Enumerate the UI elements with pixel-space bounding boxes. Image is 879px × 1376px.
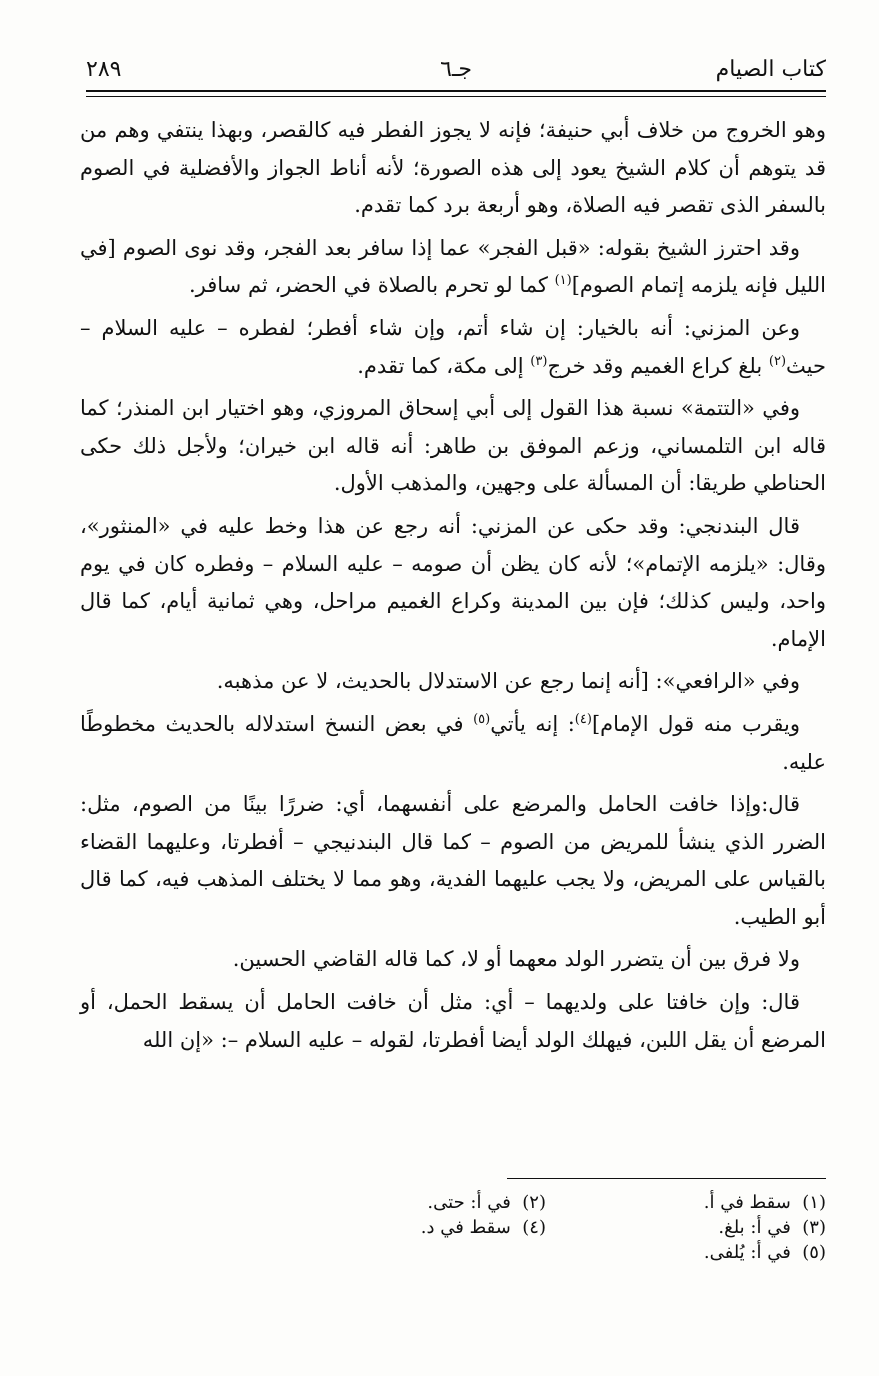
paragraph: وفي «التتمة» نسبة هذا القول إلى أبي إسحاق المروزي، وهو اختيار ابن المنذر؛ كما قاله ابن التلمساني، وزعم الموفق بن طاهر: أنه قاله ابن خيران؛ ولأجل ذلك حكى الحناطي طريقا: أن المسألة على وجهين، والمذهب الأول. — [80, 396, 826, 496]
paragraph: ولا فرق بين أن يتضرر الولد معهما أو لا، كما قاله القاضي الحسين. — [232, 947, 800, 972]
paragraph: قال: وإن خافتا على ولديهما – أي: مثل أن خافت الحامل أن يسقط الحمل، أو المرضع أن يقل اللبن، فيهلك الولد أيضا أفطرتا، لقوله – عليه السلام –: «إن الله — [80, 990, 826, 1052]
paragraph: قال البندنجي: وقد حكى عن المزني: أنه رجع عن هذا وخط عليه في «المنثور»، وقال: «يلزمه الإتمام»؛ لأنه كان يظن أن صومه – عليه السلام – وفطره كان في يوم واحد، وليس كذلك؛ فإن بين المدينة وكراع الغميم مراحل، وهي ثمانية أيام، كما قال الإمام. — [80, 513, 826, 651]
footnote-ref: (٥) — [473, 711, 491, 727]
footnote-ref: (٢) — [768, 353, 787, 369]
volume-label: جـ٦ — [440, 57, 472, 82]
footnote-5: (٥) في أ: يُلفى. — [703, 1242, 826, 1263]
page-number: ٢٨٩ — [86, 57, 122, 82]
header-rule-thick — [86, 90, 826, 92]
paragraph: وقد احترز الشيخ بقوله: «قبل الفجر» عما إذا سافر بعد الفجر، وقد نوى الصوم [في الليل فإنه يلزمه إتمام الصوم]$^{(١)}$ كما لو تحرم بالصلاة في الحضر، ثم سافر. — [80, 235, 826, 298]
footnote-ref: (٣) — [530, 353, 548, 369]
footnote-1: (١) سقط في أ. — [703, 1192, 826, 1213]
footnote-row — [240, 1240, 826, 1265]
footnote-row — [240, 1190, 826, 1215]
footnote-ref: (١) — [554, 273, 572, 289]
footnote-rule — [507, 1178, 826, 1179]
main-text — [80, 112, 826, 1059]
footnote-ref: (٤) — [574, 711, 592, 727]
footnote-3: (٣) في أ: بلغ. — [718, 1217, 826, 1238]
paragraph: قال:وإذا خافت الحامل والمرضع على أنفسهما، أي: ضررًا بينًا من الصوم، مثل: الضرر الذي ينشأ للمريض من الصوم – كما قال البندنيجي – أفطرتا، وعليهما القضاء بالقياس على المريض، ولا يجب عليهما الفدية، وهو مما لا يختلف المذهب فيه، كما قال أبو الطيب. — [80, 792, 826, 929]
footnote-row — [240, 1215, 826, 1240]
paragraph: وعن المزني: أنه بالخيار: إن شاء أتم، وإن شاء أفطر؛ لفطره – عليه السلام – حيث$^{(٢)}$ بلغ كراع الغميم وقد خرج$^{(٣)}$ إلى مكة، كما تقدم. — [80, 315, 826, 378]
footnote-4: (٤) سقط في د. — [420, 1217, 546, 1238]
running-header — [86, 50, 826, 90]
paragraph: وهو الخروج من خلاف أبي حنيفة؛ فإنه لا يجوز الفطر فيه كالقصر، وبهذا ينتفي وهم من قد يتوهم أن كلام الشيخ يعود إلى هذه الصورة؛ لأنه أناط الجواز والأفضلية في الصوم بالسفر الذى تقصر فيه الصلاة، وهو أربعة برد كما تقدم. — [80, 118, 826, 218]
footnote-2: (٢) في أ: حتى. — [427, 1192, 546, 1213]
footnotes — [240, 1190, 826, 1265]
paragraph: وفي «الرافعي»: [أنه إنما رجع عن الاستدلال بالحديث، لا عن مذهبه. — [216, 669, 800, 694]
book-title: كتاب الصيام — [715, 57, 826, 82]
paragraph: ويقرب منه قول الإمام]$^{(٤)}$: إنه يأتي$^{(٥)}$ في بعض النسخ استدلاله بالحديث مخطوطًا عليه. — [80, 711, 826, 774]
header-rule-thin — [86, 96, 826, 97]
